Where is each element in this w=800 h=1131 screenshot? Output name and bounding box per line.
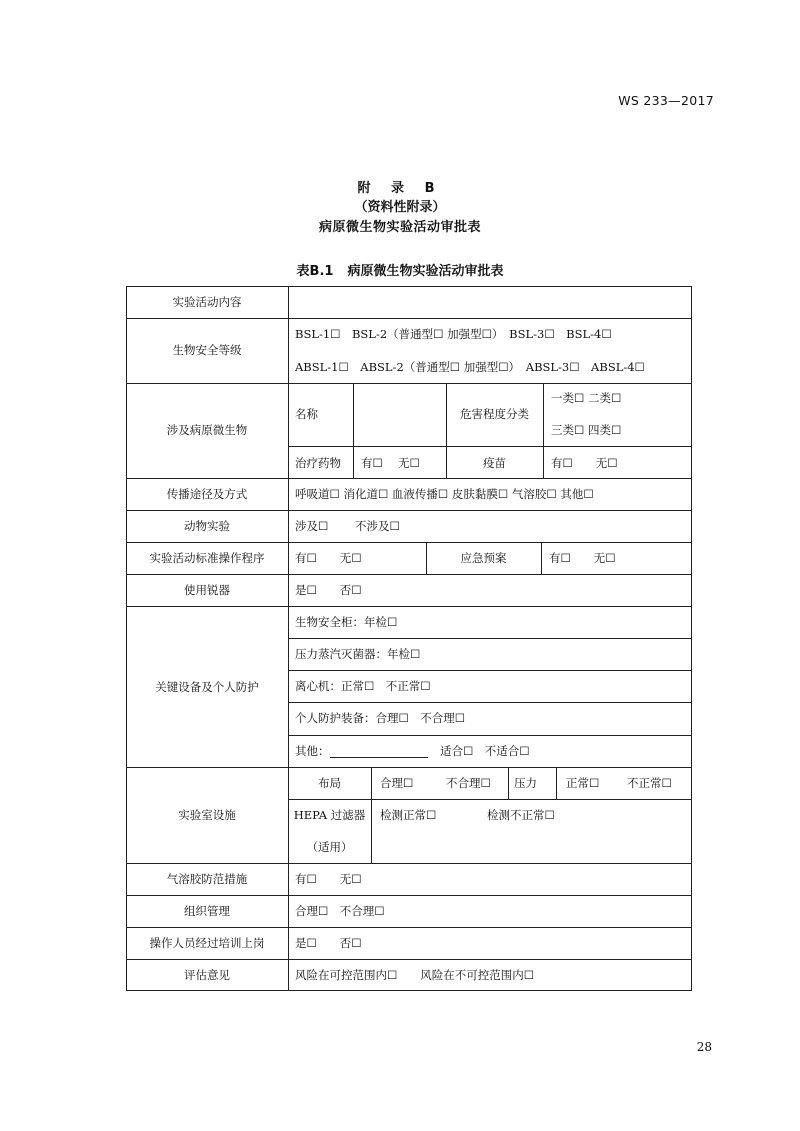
row-divider bbox=[288, 670, 692, 671]
column-divider bbox=[508, 767, 509, 799]
pressure-ok-option[interactable]: 正常☐ bbox=[566, 776, 600, 790]
org-label: 组织管理 bbox=[184, 904, 230, 918]
hazard-class-1-2[interactable]: 一类☐ 二类☐ bbox=[551, 391, 622, 405]
drug-options[interactable]: 有☐ 无☐ bbox=[361, 456, 420, 470]
aerosol-options[interactable]: 有☐ 无☐ bbox=[295, 872, 362, 886]
column-divider bbox=[371, 767, 372, 863]
assessment-options[interactable]: 风险在可控范围内☐ 风险在不可控范围内☐ bbox=[295, 968, 535, 982]
facility-label: 实验室设施 bbox=[178, 808, 236, 822]
row-divider bbox=[288, 446, 692, 447]
aerosol-label: 气溶胶防范措施 bbox=[166, 872, 248, 886]
row-divider bbox=[288, 638, 692, 639]
annex-type: （资料性附录） bbox=[354, 200, 446, 215]
equipment-other-options[interactable]: 适合☐ 不适合☐ bbox=[440, 744, 530, 758]
sharps-options[interactable]: 是☐ 否☐ bbox=[295, 583, 362, 597]
layout-label: 布局 bbox=[318, 776, 341, 790]
absl-options[interactable]: ABSL-1☐ ABSL-2（普通型☐ 加强型☐） ABSL-3☐ ABSL-4☐ bbox=[295, 360, 645, 374]
sop-label: 实验活动标准操作程序 bbox=[149, 551, 265, 565]
sharps-label: 使用锐器 bbox=[184, 583, 230, 597]
biosafety-label: 生物安全等级 bbox=[172, 343, 242, 357]
bsl-options[interactable]: BSL-1☐ BSL-2（普通型☐ 加强型☐） BSL-3☐ BSL-4☐ bbox=[295, 327, 612, 341]
standard-number: WS 233—2017 bbox=[618, 93, 714, 108]
org-options[interactable]: 合理☐ 不合理☐ bbox=[295, 904, 385, 918]
training-label: 操作人员经过培训上岗 bbox=[149, 936, 265, 950]
layout-ok-option[interactable]: 合理☐ bbox=[380, 776, 414, 790]
equipment-bsc[interactable]: 生物安全柜：年检☐ bbox=[295, 615, 398, 629]
row-divider bbox=[126, 863, 692, 864]
row-divider bbox=[288, 735, 692, 736]
row-divider bbox=[126, 478, 692, 479]
row-divider bbox=[126, 542, 692, 543]
content-label: 实验活动内容 bbox=[172, 295, 242, 309]
page-number: 28 bbox=[696, 1040, 712, 1054]
emergency-label: 应急预案 bbox=[460, 551, 507, 565]
hepa-label: HEPA 过滤器 bbox=[293, 808, 366, 822]
table-number: 表B.1 bbox=[296, 264, 334, 279]
route-options[interactable]: 呼吸道☐ 消化道☐ 血液传播☐ 皮肤黏膜☐ 气溶胶☐ 其他☐ bbox=[295, 487, 594, 501]
name-label: 名称 bbox=[295, 407, 318, 421]
row-divider bbox=[126, 767, 692, 768]
row-divider bbox=[126, 927, 692, 928]
route-label: 传播途径及方式 bbox=[166, 487, 248, 501]
row-divider bbox=[126, 606, 692, 607]
row-divider bbox=[288, 702, 692, 703]
row-divider bbox=[126, 318, 692, 319]
training-options[interactable]: 是☐ 否☐ bbox=[295, 936, 362, 950]
row-divider bbox=[126, 959, 692, 960]
equipment-ppe[interactable]: 个人防护装备：合理☐ 不合理☐ bbox=[295, 711, 466, 725]
column-divider bbox=[541, 542, 542, 574]
layout-bad-option[interactable]: 不合理☐ bbox=[446, 776, 491, 790]
equipment-centrifuge[interactable]: 离心机：正常☐ 不正常☐ bbox=[295, 679, 431, 693]
pressure-bad-option[interactable]: 不正常☐ bbox=[627, 776, 672, 790]
column-divider bbox=[288, 286, 289, 991]
table-title: 病原微生物实验活动审批表 bbox=[347, 264, 504, 279]
equipment-other-label: 其他： bbox=[295, 744, 330, 758]
vaccine-label: 疫苗 bbox=[483, 456, 506, 470]
row-divider bbox=[126, 510, 692, 511]
sop-options[interactable]: 有☐ 无☐ bbox=[295, 551, 362, 565]
table-caption bbox=[0, 260, 800, 279]
drug-label: 治疗药物 bbox=[295, 456, 341, 470]
hepa-bad-option[interactable]: 检测不正常☐ bbox=[487, 808, 555, 822]
annex-heading: 附 录 B bbox=[357, 181, 443, 196]
assessment-label: 评估意见 bbox=[184, 968, 230, 982]
emergency-options[interactable]: 有☐ 无☐ bbox=[549, 551, 616, 565]
column-divider bbox=[556, 767, 557, 799]
column-divider bbox=[543, 383, 544, 478]
equipment-autoclave[interactable]: 压力蒸汽灭菌器：年检☐ bbox=[295, 647, 421, 661]
animal-label: 动物实验 bbox=[184, 519, 230, 533]
animal-options[interactable]: 涉及☐ 不涉及☐ bbox=[295, 519, 400, 533]
equipment-label: 关键设备及个人防护 bbox=[155, 680, 259, 694]
vaccine-options[interactable]: 有☐ 无☐ bbox=[551, 456, 618, 470]
other-blank-field[interactable] bbox=[330, 757, 428, 758]
hepa-ok-option[interactable]: 检测正常☐ bbox=[380, 808, 437, 822]
row-divider bbox=[126, 574, 692, 575]
annex-title: 病原微生物实验活动审批表 bbox=[318, 220, 481, 235]
pathogen-label: 涉及病原微生物 bbox=[166, 423, 248, 437]
hazard-class-3-4[interactable]: 三类☐ 四类☐ bbox=[551, 423, 622, 437]
row-divider bbox=[126, 383, 692, 384]
hepa-applicable: （适用） bbox=[306, 840, 353, 854]
column-divider bbox=[353, 383, 354, 478]
row-divider bbox=[288, 799, 692, 800]
hazard-label: 危害程度分类 bbox=[460, 407, 529, 421]
row-divider bbox=[126, 895, 692, 896]
pressure-label: 压力 bbox=[514, 776, 537, 790]
